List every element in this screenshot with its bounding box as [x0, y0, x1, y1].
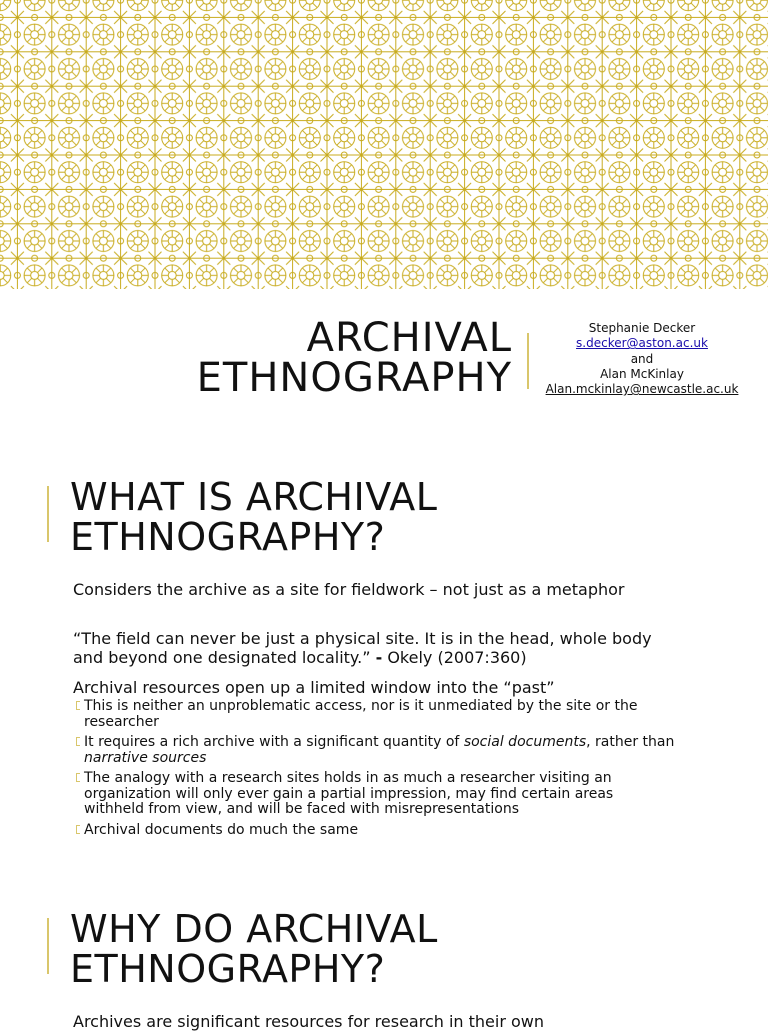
bullet-emphasis: social documents [463, 734, 587, 750]
bullet-marker-icon [76, 773, 80, 782]
bullet-marker-icon [76, 701, 80, 710]
author-block [542, 321, 742, 397]
bullet-text: Archival documents do much the same [84, 821, 359, 838]
heading-line2: ETHNOGRAPHY? [70, 947, 386, 991]
heading-accent-bar [47, 918, 49, 974]
heading-line1: WHY DO ARCHIVAL [70, 907, 438, 951]
quote-source: Okely (2007:360) [387, 648, 527, 667]
list-item [76, 771, 676, 818]
author1-email-link[interactable]: s.decker@aston.ac.uk [576, 336, 708, 351]
list-item [76, 823, 676, 839]
slide-title-line1: ARCHIVAL [306, 315, 512, 361]
bullet-text: This is neither an unproblematic access, nor is it unmediated by the site or the researcher [84, 698, 638, 730]
quote-text: “The field can never be just a physical site. It is in the head, whole body and beyond one designated locality.” [73, 629, 652, 667]
slide-title-line2: ETHNOGRAPHY [196, 355, 512, 401]
paragraph-archive-site: Considers the archive as a site for fieldwork – not just as a metaphor [73, 580, 625, 599]
bullet-marker-icon [76, 825, 80, 834]
title-divider [527, 333, 529, 389]
paragraph-okely-quote [73, 629, 673, 667]
heading-line1: WHAT IS ARCHIVAL [70, 475, 438, 519]
section-heading-what [70, 477, 437, 557]
section-heading-why [70, 909, 438, 989]
decorative-pattern-banner [0, 0, 768, 289]
bullet-emphasis: narrative sources [84, 749, 207, 766]
author2-email-link[interactable]: Alan.mckinlay@newcastle.ac.uk [545, 382, 739, 397]
and-text: and [630, 351, 654, 366]
list-item [76, 735, 676, 766]
paragraph-archival-resources: Archival resources open up a limited window into the “past” [73, 678, 555, 697]
bullet-text: , rather than [586, 734, 675, 750]
quote-dash: - [375, 648, 383, 667]
heading-accent-bar [47, 486, 49, 542]
author2-name: Alan McKinlay [600, 366, 684, 381]
bullet-text: The analogy with a research sites holds in as much a researcher visiting an organization will only ever gain a partial impression, may find certain areas withheld from view, and will be faced with misrepresentations [84, 770, 614, 817]
paragraph-archives-significant: Archives are significant resources for research in their own [73, 1012, 545, 1031]
author1-name: Stephanie Decker [588, 321, 696, 335]
bullet-marker-icon [76, 737, 80, 746]
slide-title [150, 315, 512, 401]
bullet-list [76, 699, 676, 843]
bullet-text: It requires a rich archive with a significant quantity of [84, 734, 464, 750]
list-item [76, 699, 676, 730]
heading-line2: ETHNOGRAPHY? [70, 515, 386, 559]
